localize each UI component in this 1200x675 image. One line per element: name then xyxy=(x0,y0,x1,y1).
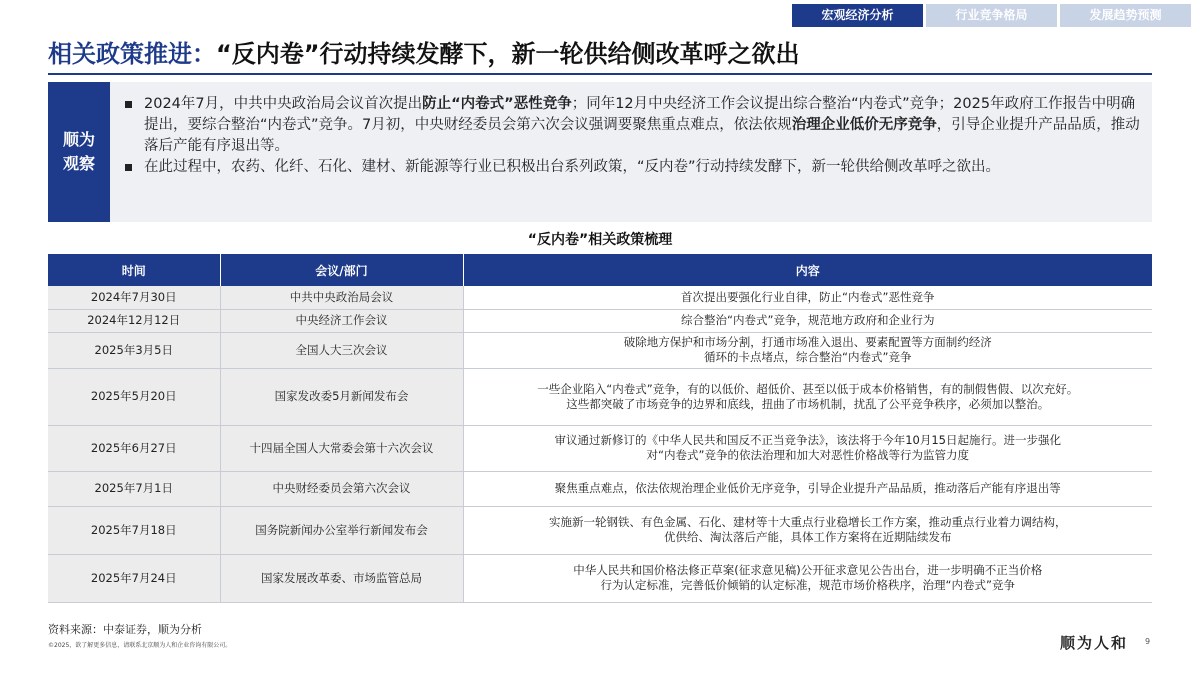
observation-label: 顺为观察 xyxy=(48,82,110,222)
cell-dept: 十四届全国人大常委会第十六次会议 xyxy=(220,425,463,471)
copyright-note: ©2025，欲了解更多信息，请联系北京顺为人和企业咨询有限公司。 xyxy=(48,642,232,649)
cell-content xyxy=(463,506,1152,554)
cell-dept: 中共中央政治局会议 xyxy=(220,286,463,309)
cell-time: 2025年3月5日 xyxy=(48,332,220,368)
cell-dept: 国家发改委5月新闻发布会 xyxy=(220,368,463,425)
cell-content xyxy=(463,554,1152,602)
table-row xyxy=(48,506,1152,554)
source-note: 资料来源：中泰证券，顺为分析 xyxy=(48,623,202,636)
page-title-prefix: 相关政策推进： xyxy=(48,40,216,68)
table-row xyxy=(48,554,1152,602)
cell-content xyxy=(463,309,1152,332)
cell-time: 2025年5月20日 xyxy=(48,368,220,425)
observation-run: ；同年12月中央经济工作会议提出综合整治“内卷式”竞争；2025年政府工作报告中明确提出，要综合整治“内卷式”竞争。7月初，中央财经委员会第六次会议强调要聚焦重点难点，依法依规 xyxy=(144,96,1136,133)
page-title xyxy=(48,34,800,69)
content-line: 中华人民共和国价格法修正草案(征求意见稿)公开征求意见公告出台，进一步明确不正当价格 xyxy=(573,563,1043,577)
page-title-main: “反内卷”行动持续发酵下，新一轮供给侧改革呼之欲出 xyxy=(216,40,800,68)
content-line: 首次提出要强化行业自律，防止“内卷式”恶性竞争 xyxy=(681,289,935,304)
tab-macro-analysis[interactable]: 宏观经济分析 xyxy=(792,4,923,27)
content-line: 一些企业陷入“内卷式”竞争，有的以低价、超低价、甚至以低于成本价格销售，有的制假售假、以次充好。 xyxy=(537,381,1079,396)
cell-time: 2025年7月1日 xyxy=(48,471,220,506)
observation-highlight: 防止“内卷式”恶性竞争 xyxy=(422,96,572,112)
content-line: 审议通过新修订的《中华人民共和国反不正当竞争法》，该法将于今年10月15日起施行。进一步强化 xyxy=(554,433,1061,447)
table-row xyxy=(48,425,1152,471)
table-row xyxy=(48,332,1152,368)
content-line: 循环的卡点堵点，综合整治“内卷式”竞争 xyxy=(704,350,912,364)
content-line: 破除地方保护和市场分割，打通市场准入退出、要素配置等方面制约经济 xyxy=(623,335,992,349)
cell-dept: 中央经济工作会议 xyxy=(220,309,463,332)
cell-content xyxy=(463,286,1152,309)
table-row xyxy=(48,368,1152,425)
table-row xyxy=(48,286,1152,309)
cell-time: 2025年7月18日 xyxy=(48,506,220,554)
tab-trend-forecast[interactable]: 发展趋势预测 xyxy=(1060,4,1191,27)
observation-run: 2024年7月，中共中央政治局会议首次提出 xyxy=(144,96,423,112)
observation-highlight: 治理企业低价无序竞争 xyxy=(791,117,937,133)
content-line: 聚焦重点难点，依法依规治理企业低价无序竞争，引导企业提升产品品质，推动落后产能有序退出等 xyxy=(554,481,1061,495)
observation-run: ，引导企业提升产品品质，推动落后产能有序退出等。 xyxy=(144,117,1140,154)
cell-dept: 国务院新闻办公室举行新闻发布会 xyxy=(220,506,463,554)
cell-content xyxy=(463,368,1152,425)
table-title: “反内卷”相关政策梳理 xyxy=(527,232,673,248)
brand-logo: 顺为人和 xyxy=(1060,634,1129,652)
header-time: 时间 xyxy=(48,254,220,286)
cell-dept: 中央财经委员会第六次会议 xyxy=(220,471,463,506)
table-header-row xyxy=(48,254,1152,286)
tab-industry-competition[interactable]: 行业竞争格局 xyxy=(926,4,1057,27)
cell-content xyxy=(463,471,1152,506)
title-divider xyxy=(48,73,1152,75)
content-line: 对“内卷式”竞争的依法治理和加大对恶性价格战等行为监管力度 xyxy=(646,448,969,462)
cell-time: 2025年7月24日 xyxy=(48,554,220,602)
header-content: 内容 xyxy=(463,254,1152,286)
cell-dept: 全国人大三次会议 xyxy=(220,332,463,368)
table-row xyxy=(48,471,1152,506)
observation-run: 在此过程中，农药、化纤、石化、建材、新能源等行业已积极出台系列政策，“反内卷”行动持续发酵下，新一轮供给侧改革呼之欲出。 xyxy=(144,159,1001,175)
top-tabs xyxy=(792,4,1191,27)
content-line: 行为认定标准，完善低价倾销的认定标准，规范市场价格秩序，治理“内卷式”竞争 xyxy=(600,578,1015,592)
cell-time: 2024年7月30日 xyxy=(48,286,220,309)
observation-box xyxy=(48,82,1152,222)
policy-table xyxy=(48,254,1152,603)
cell-time: 2025年6月27日 xyxy=(48,425,220,471)
content-line: 这些都突破了市场竞争的边界和底线，扭曲了市场机制，扰乱了公平竞争秩序，必须加以整治。 xyxy=(566,396,1050,411)
content-line: 综合整治“内卷式”竞争，规范地方政府和企业行为 xyxy=(681,313,935,327)
page-number: 9 xyxy=(1145,637,1151,646)
content-line: 实施新一轮钢铁、有色金属、石化、建材等十大重点行业稳增长工作方案，推动重点行业着力调结构， xyxy=(549,515,1067,529)
table-row xyxy=(48,309,1152,332)
cell-content xyxy=(463,425,1152,471)
cell-content xyxy=(463,332,1152,368)
observation-item xyxy=(122,157,1142,178)
cell-dept: 国家发展改革委、市场监管总局 xyxy=(220,554,463,602)
content-line: 优供给、淘汰落后产能，具体工作方案将在近期陆续发布 xyxy=(664,530,952,544)
observation-item xyxy=(122,94,1142,157)
header-dept: 会议/部门 xyxy=(220,254,463,286)
cell-time: 2024年12月12日 xyxy=(48,309,220,332)
observation-text xyxy=(122,94,1142,178)
